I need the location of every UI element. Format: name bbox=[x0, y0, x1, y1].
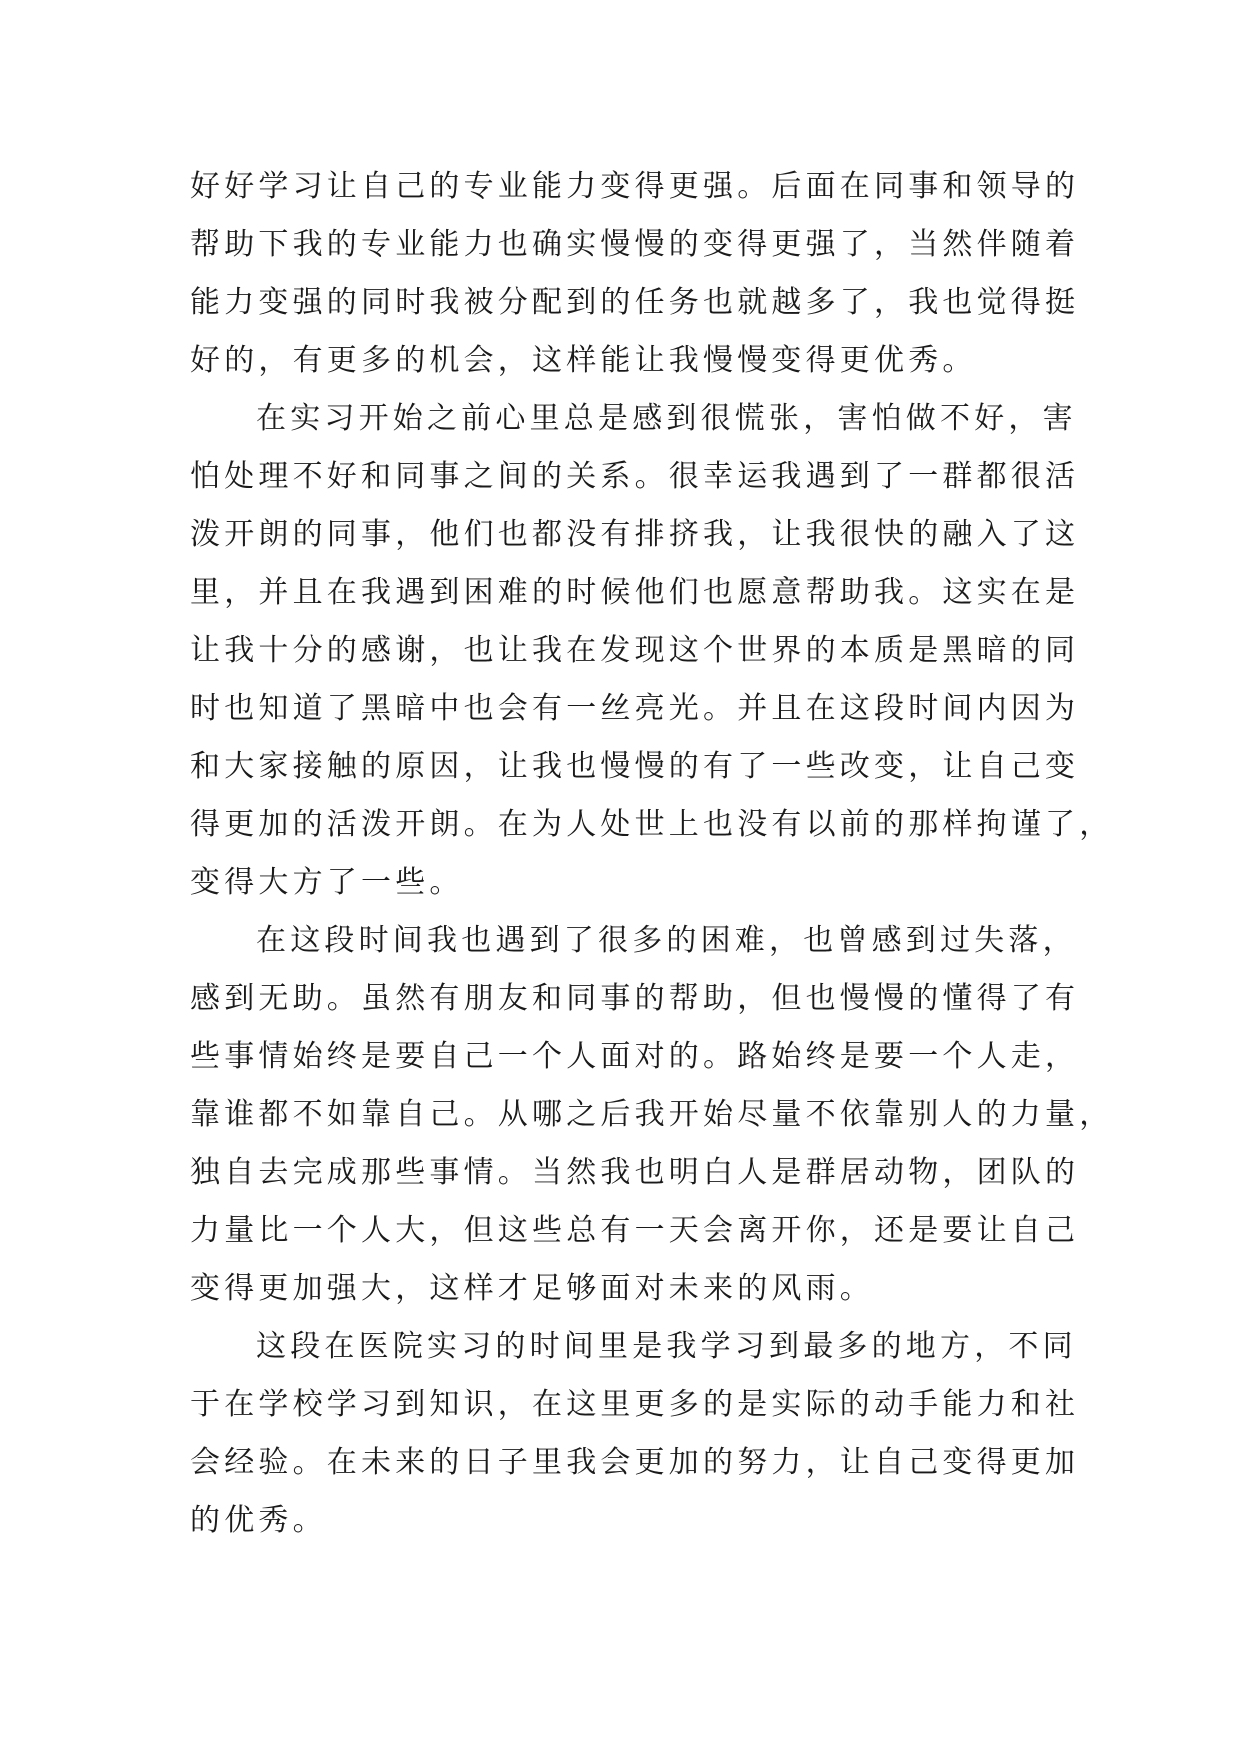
text-line: 和大家接触的原因，让我也慢慢的有了一些改变，让自己变 bbox=[190, 749, 1080, 784]
text-line: 好好学习让自己的专业能力变得更强。后面在同事和领导的 bbox=[190, 169, 1080, 204]
text-line: 些事情始终是要自己一个人面对的。路始终是要一个人走， bbox=[190, 1039, 1080, 1074]
text-line: 时也知道了黑暗中也会有一丝亮光。并且在这段时间内因为 bbox=[190, 691, 1080, 726]
text-line: 变得更加强大，这样才足够面对未来的风雨。 bbox=[190, 1271, 874, 1306]
text-line: 好的，有更多的机会，这样能让我慢慢变得更优秀。 bbox=[190, 343, 977, 378]
text-line: 在实习开始之前心里总是感到很慌张，害怕做不好，害 bbox=[256, 401, 1077, 436]
document-body bbox=[190, 158, 1114, 1550]
text-line: 怕处理不好和同事之间的关系。很幸运我遇到了一群都很活 bbox=[190, 459, 1080, 494]
text-line: 会经验。在未来的日子里我会更加的努力，让自己变得更加 bbox=[190, 1445, 1080, 1480]
text-line: 力量比一个人大，但这些总有一天会离开你，还是要让自己 bbox=[190, 1213, 1080, 1248]
text-line: 在这段时间我也遇到了很多的困难，也曾感到过失落， bbox=[256, 923, 1077, 958]
paragraph bbox=[190, 912, 1114, 1318]
text-line: 帮助下我的专业能力也确实慢慢的变得更强了，当然伴随着 bbox=[190, 227, 1080, 262]
text-line: 变得大方了一些。 bbox=[190, 865, 464, 900]
text-line: 的优秀。 bbox=[190, 1503, 327, 1538]
paragraph bbox=[190, 1318, 1080, 1550]
paragraph bbox=[190, 390, 1114, 912]
text-line: 这段在医院实习的时间里是我学习到最多的地方，不同 bbox=[256, 1329, 1077, 1364]
text-line: 于在学校学习到知识，在这里更多的是实际的动手能力和社 bbox=[190, 1387, 1080, 1422]
text-line: 让我十分的感谢，也让我在发现这个世界的本质是黑暗的同 bbox=[190, 633, 1080, 668]
text-line: 得更加的活泼开朗。在为人处世上也没有以前的那样拘谨了， bbox=[190, 807, 1114, 842]
text-line: 靠谁都不如靠自己。从哪之后我开始尽量不依靠别人的力量， bbox=[190, 1097, 1114, 1132]
paragraph bbox=[190, 158, 1080, 390]
text-line: 能力变强的同时我被分配到的任务也就越多了，我也觉得挺 bbox=[190, 285, 1080, 320]
text-line: 里，并且在我遇到困难的时候他们也愿意帮助我。这实在是 bbox=[190, 575, 1080, 610]
text-line: 泼开朗的同事，他们也都没有排挤我，让我很快的融入了这 bbox=[190, 517, 1080, 552]
text-line: 独自去完成那些事情。当然我也明白人是群居动物，团队的 bbox=[190, 1155, 1080, 1190]
text-line: 感到无助。虽然有朋友和同事的帮助，但也慢慢的懂得了有 bbox=[190, 981, 1080, 1016]
